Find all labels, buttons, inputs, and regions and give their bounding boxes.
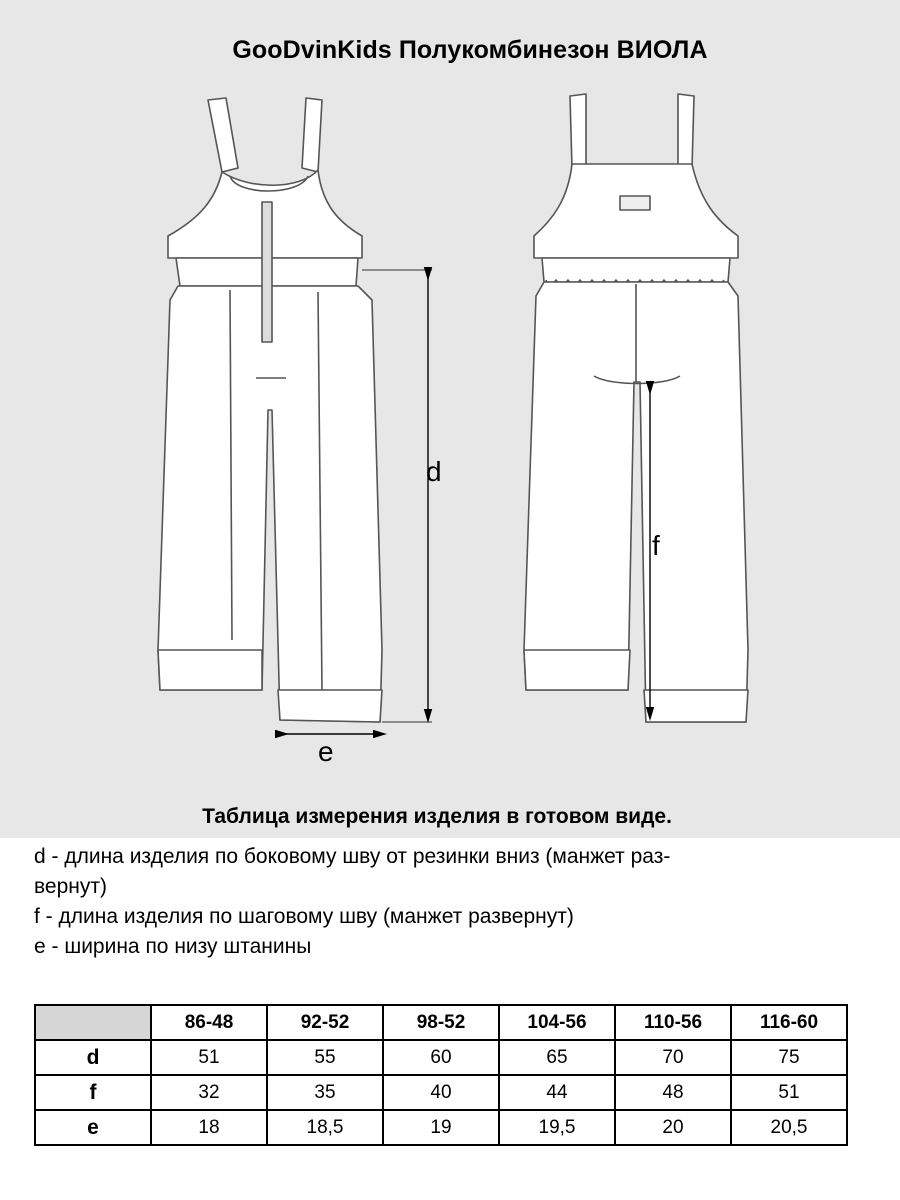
table-cell: 32 <box>151 1075 267 1110</box>
front-right-strap <box>302 98 322 172</box>
size-column-header: 110-56 <box>615 1005 731 1040</box>
back-right-cuff <box>644 690 748 722</box>
size-column-header: 98-52 <box>383 1005 499 1040</box>
table-cell: 40 <box>383 1075 499 1110</box>
table-cell: 48 <box>615 1075 731 1110</box>
size-column-header: 116-60 <box>731 1005 847 1040</box>
front-left-strap <box>208 98 238 172</box>
back-left-strap <box>570 94 586 168</box>
back-left-cuff <box>524 650 630 690</box>
legend-line: d - длина изделия по боковому шву от резинки вниз (манжет раз- <box>34 845 671 868</box>
dimension-d-label: d <box>426 456 442 487</box>
front-view <box>158 98 382 722</box>
table-cell: 20,5 <box>731 1110 847 1145</box>
table-cell: 51 <box>151 1040 267 1075</box>
table-cell: 18,5 <box>267 1110 383 1145</box>
front-right-cuff <box>278 690 382 722</box>
page-title: GooDvinKids Полукомбинезон ВИОЛА <box>232 36 708 64</box>
table-cell: 65 <box>499 1040 615 1075</box>
table-header-row <box>35 1005 847 1040</box>
table-corner-cell <box>35 1005 151 1040</box>
back-waistband <box>542 258 730 282</box>
table-row <box>35 1110 847 1145</box>
row-label: d <box>35 1040 151 1075</box>
table-cell: 19 <box>383 1110 499 1145</box>
legend-line: f - длина изделия по шаговому шву (манжет развернут) <box>34 905 574 928</box>
legend-line: e - ширина по низу штанины <box>34 935 312 958</box>
row-label: f <box>35 1075 151 1110</box>
table-cell: 51 <box>731 1075 847 1110</box>
table-cell: 75 <box>731 1040 847 1075</box>
size-column-header: 92-52 <box>267 1005 383 1040</box>
table-cell: 70 <box>615 1040 731 1075</box>
front-left-cuff <box>158 650 262 690</box>
table-cell: 20 <box>615 1110 731 1145</box>
table-row <box>35 1040 847 1075</box>
row-label: e <box>35 1110 151 1145</box>
back-view <box>524 94 748 722</box>
table-subtitle: Таблица измерения изделия в готовом виде. <box>202 805 672 828</box>
dimension-e-label: e <box>318 736 334 767</box>
size-table <box>34 1004 848 1146</box>
legend-line: вернут) <box>34 875 107 898</box>
table-cell: 19,5 <box>499 1110 615 1145</box>
table-cell: 55 <box>267 1040 383 1075</box>
back-bib <box>534 164 738 258</box>
table-cell: 44 <box>499 1075 615 1110</box>
dimension-f-label: f <box>652 530 660 561</box>
table-row <box>35 1075 847 1110</box>
size-column-header: 86-48 <box>151 1005 267 1040</box>
table-cell: 35 <box>267 1075 383 1110</box>
table-cell: 60 <box>383 1040 499 1075</box>
measurement-legend <box>34 842 854 962</box>
front-zipper <box>262 202 272 342</box>
back-right-strap <box>678 94 694 168</box>
back-label-patch <box>620 196 650 210</box>
table-cell: 18 <box>151 1110 267 1145</box>
size-column-header: 104-56 <box>499 1005 615 1040</box>
